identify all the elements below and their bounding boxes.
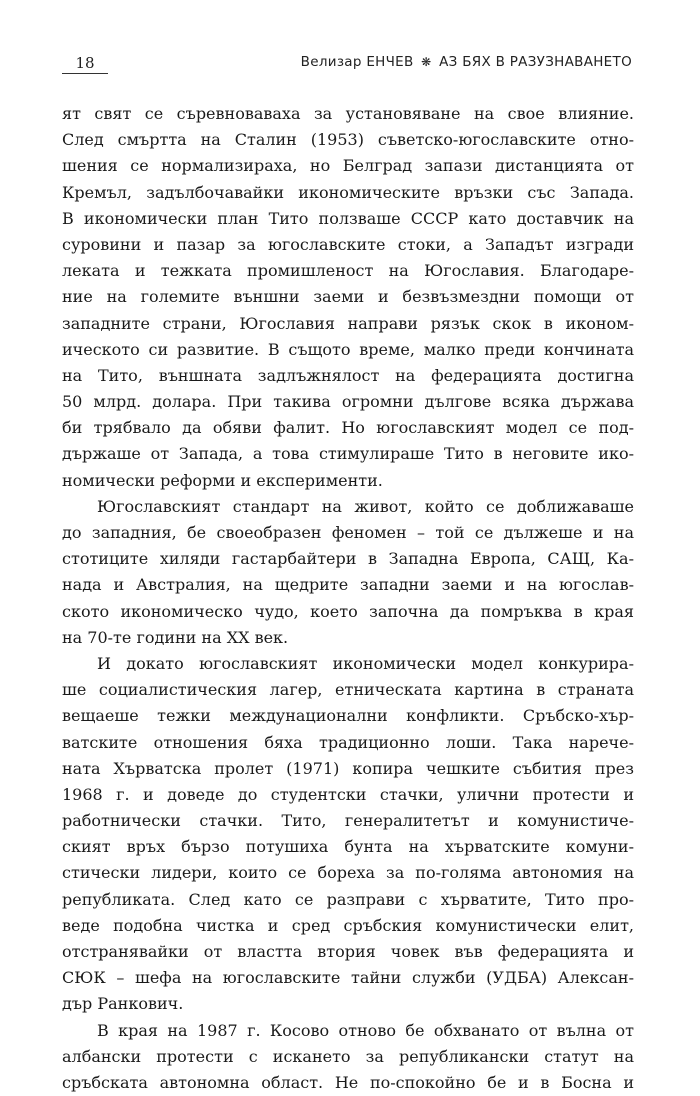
- text-line: суровини и пазар за югославските стоки, а Западът изгради: [62, 234, 634, 254]
- text-line: ят свят се съревноваваха за установяване на свое влияние.: [62, 104, 634, 123]
- running-header: [62, 48, 632, 78]
- text-line: на Тито, външната задлъжнялост на федерацията достигна: [62, 365, 634, 385]
- text-line: шения се нормализираха, но Белград запази дистанцията от: [62, 156, 634, 176]
- text-line: вещаеше тежки междунационални конфликти. Сръбско-хър-: [62, 706, 634, 726]
- text-line: ският връх бързо потушиха бунта на хърватските комуни-: [62, 837, 634, 857]
- text-line: стотиците хиляди гастарбайтери в Западна Европа, САЩ, Ка-: [62, 549, 634, 569]
- text-line: 1968 г. и доведе до студентски стачки, улични протести и: [62, 784, 634, 804]
- text-line: ическото си развитие. В същото време, малко преди кончината: [62, 339, 634, 359]
- text-line: републиката. След като се разправи с хърватите, Тито про-: [62, 889, 634, 909]
- ornament-icon: ❋: [421, 55, 432, 69]
- page-number: 18: [75, 54, 95, 72]
- text-line: работнически стачки. Тито, генералитетът и комунистиче-: [62, 811, 634, 831]
- text-line: албански протести с искането за републикански статут на: [62, 1046, 634, 1066]
- text-line: Кремъл, задълбочавайки икономическите връзки със Запада.: [62, 182, 634, 202]
- text-line: ското икономическо чудо, което започна да помръква в края: [62, 601, 634, 621]
- text-line: сръбската автономна област. Не по-спокойно бе и в Босна и: [62, 1072, 634, 1092]
- text-line: ние на големите външни заеми и безвъзмездни помощи от: [62, 287, 634, 307]
- paragraph-start-line: Югославският стандарт на живот, който се доближаваше: [97, 496, 634, 516]
- text-line: леката и тежката промишленост на Югославия. Благодаре-: [62, 261, 634, 281]
- text-line: След смъртта на Сталин (1953) съветско-югославските отно-: [62, 130, 634, 150]
- paragraph-end-line: дър Ранкович.: [62, 994, 184, 1014]
- text-line: В икономически план Тито ползваше СССР като доставчик на: [62, 208, 634, 228]
- text-line: нада и Австралия, на щедрите западни заеми и на югослав-: [62, 575, 634, 595]
- text-line: 50 млрд. долара. При такива огромни дългове всяка държава: [62, 392, 634, 412]
- paragraph-end-line: номически реформи и експерименти.: [62, 470, 383, 490]
- author-name: Велизар ЕНЧЕВ: [300, 54, 414, 70]
- text-line: държаше от Запада, а това стимулираше Тито в неговите ико-: [62, 444, 634, 464]
- text-line: до западния, бе своеобразен феномен – той се дължеше и на: [62, 523, 634, 542]
- text-line: би трябвало да обяви фалит. Но югославският модел се под-: [62, 418, 634, 438]
- text-line: веде подобна чистка и сред сръбския комунистически елит,: [62, 915, 634, 935]
- text-line: западните страни, Югославия направи рязък скок в иконом-: [62, 313, 634, 333]
- text-line: отстранявайки от властта втория човек във федерацията и: [62, 942, 634, 961]
- text-line: ше социалистическия лагер, етническата картина в страната: [62, 680, 634, 700]
- text-line: ната Хърватска пролет (1971) копира чешките събития през: [62, 758, 634, 778]
- text-line: ватските отношения бяха традиционно лоши. Така наречe-: [62, 732, 634, 752]
- paragraph-end-line: на 70-те години на XX век.: [62, 627, 289, 647]
- text-line: СЮК – шефа на югославските тайни служби (УДБА) Алексан-: [62, 968, 634, 988]
- text-line: стически лидери, които се бореха за по-голяма автономия на: [62, 863, 634, 883]
- body-text: [62, 101, 634, 1096]
- paragraph-start-line: И докато югославският икономически модел конкурира-: [97, 653, 634, 673]
- page-number-rule: [62, 73, 108, 74]
- paragraph-start-line: В края на 1987 г. Косово отново бе обхванато от вълна от: [97, 1020, 634, 1040]
- book-title: АЗ БЯХ В РАЗУЗНАВАНЕТО: [439, 54, 632, 70]
- running-title: [301, 54, 632, 70]
